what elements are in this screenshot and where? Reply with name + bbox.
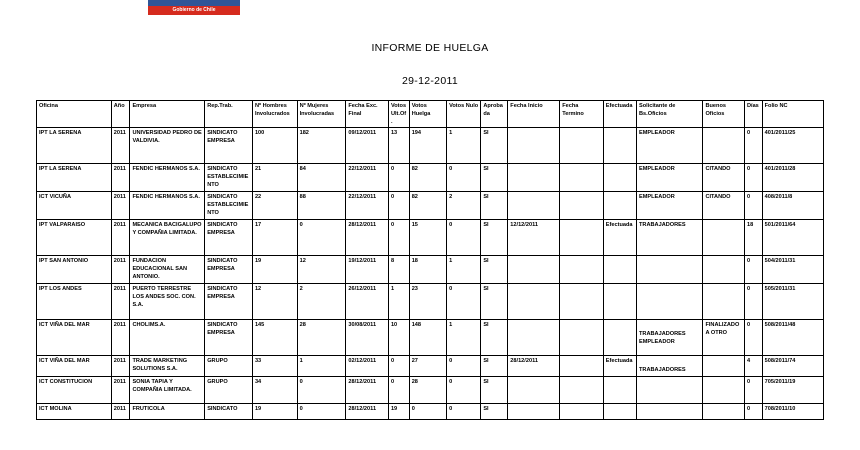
table-cell: 22 bbox=[252, 192, 297, 220]
table-row bbox=[37, 128, 824, 164]
table-cell: 0 bbox=[744, 256, 762, 284]
table-cell bbox=[508, 377, 560, 404]
table-cell bbox=[560, 356, 604, 377]
table-cell: EMPLEADOR bbox=[637, 128, 703, 164]
table-cell: 148 bbox=[409, 320, 446, 356]
table-cell: 23 bbox=[409, 284, 446, 320]
table-cell: 4 bbox=[744, 356, 762, 377]
table-cell: 0 bbox=[744, 164, 762, 192]
table-cell: TRABAJADORES EMPLEADOR bbox=[637, 320, 703, 356]
table-cell: 2 bbox=[447, 192, 481, 220]
table-cell: 2011 bbox=[111, 192, 130, 220]
table-cell: TRADE MARKETING SOLUTIONS S.A. bbox=[130, 356, 205, 377]
table-cell bbox=[560, 284, 604, 320]
table-cell: 0 bbox=[744, 284, 762, 320]
table-cell: 0 bbox=[744, 320, 762, 356]
column-header: Fecha Exc. Final bbox=[346, 101, 389, 128]
table-cell: SI bbox=[481, 284, 508, 320]
column-header: Folio NC bbox=[762, 101, 823, 128]
strike-report-table bbox=[36, 100, 824, 420]
table-cell bbox=[508, 128, 560, 164]
table-cell: 26/12/2011 bbox=[346, 284, 389, 320]
table-cell bbox=[508, 320, 560, 356]
table-cell: FENDIC HERMANOS S.A. bbox=[130, 192, 205, 220]
table-cell bbox=[508, 192, 560, 220]
table-cell: 0 bbox=[744, 404, 762, 420]
table-cell: 2011 bbox=[111, 404, 130, 420]
table-cell: 0 bbox=[447, 164, 481, 192]
table-row bbox=[37, 164, 824, 192]
table-cell: 10 bbox=[388, 320, 409, 356]
table-cell: 19/12/2011 bbox=[346, 256, 389, 284]
report-title: INFORME DE HUELGA bbox=[371, 42, 489, 54]
column-header: Fecha Inicio bbox=[508, 101, 560, 128]
table-row bbox=[37, 192, 824, 220]
table-cell: 0 bbox=[297, 404, 346, 420]
table-cell: 501/2011/64 bbox=[762, 220, 823, 256]
table-cell: IPT SAN ANTONIO bbox=[37, 256, 112, 284]
table-cell: 34 bbox=[252, 377, 297, 404]
column-header: Votos Ult.Of. bbox=[388, 101, 409, 128]
table-cell: ICT VIÑA DEL MAR bbox=[37, 320, 112, 356]
table-cell: 508/2011/48 bbox=[762, 320, 823, 356]
table-cell: 505/2011/31 bbox=[762, 284, 823, 320]
table-cell: IPT LOS ANDES bbox=[37, 284, 112, 320]
column-header: Buenos Oficios bbox=[703, 101, 745, 128]
table-cell: 1 bbox=[447, 128, 481, 164]
column-header: Rep.Trab. bbox=[205, 101, 253, 128]
table-cell: EMPLEADOR bbox=[637, 192, 703, 220]
table-cell: 12/12/2011 bbox=[508, 220, 560, 256]
column-header: Nº Mujeres Involucradas bbox=[297, 101, 346, 128]
table-cell bbox=[603, 284, 636, 320]
column-header: Año bbox=[111, 101, 130, 128]
table-cell: UNIVERSIDAD PEDRO DE VALDIVIA. bbox=[130, 128, 205, 164]
table-cell: MECANICA BACIGALUPO Y COMPAÑIA LIMITADA. bbox=[130, 220, 205, 256]
table-cell: 0 bbox=[388, 164, 409, 192]
table-cell: 82 bbox=[409, 192, 446, 220]
table-cell: 30/08/2011 bbox=[346, 320, 389, 356]
table-cell: 27 bbox=[409, 356, 446, 377]
column-header: Votos Huelga bbox=[409, 101, 446, 128]
table-cell: 2 bbox=[297, 284, 346, 320]
table-cell: 0 bbox=[447, 284, 481, 320]
table-cell bbox=[637, 404, 703, 420]
table-cell: CITANDO bbox=[703, 164, 745, 192]
table-cell: Efectuada bbox=[603, 220, 636, 256]
table-cell: SINDICATO EMPRESA bbox=[205, 220, 253, 256]
table-cell: 21 bbox=[252, 164, 297, 192]
table-cell: 2011 bbox=[111, 377, 130, 404]
table-cell: ICT MOLINA bbox=[37, 404, 112, 420]
table-cell: 1 bbox=[388, 284, 409, 320]
table-cell bbox=[560, 404, 604, 420]
column-header: Oficina bbox=[37, 101, 112, 128]
table-cell bbox=[603, 377, 636, 404]
table-cell bbox=[603, 404, 636, 420]
table-cell: IPT LA SERENA bbox=[37, 164, 112, 192]
table-cell: 0 bbox=[388, 356, 409, 377]
table-cell: 504/2011/31 bbox=[762, 256, 823, 284]
table-cell: 708/2011/10 bbox=[762, 404, 823, 420]
table-row bbox=[37, 220, 824, 256]
table-cell: IPT LA SERENA bbox=[37, 128, 112, 164]
table-cell: 1 bbox=[447, 320, 481, 356]
table-cell: 2011 bbox=[111, 284, 130, 320]
table-cell: PUERTO TERRESTRE LOS ANDES SOC. CON. S.A. bbox=[130, 284, 205, 320]
table-row bbox=[37, 256, 824, 284]
table-cell bbox=[603, 256, 636, 284]
table-cell: 0 bbox=[447, 220, 481, 256]
table-cell: 0 bbox=[744, 192, 762, 220]
table-cell: 401/2011/25 bbox=[762, 128, 823, 164]
table-cell bbox=[637, 284, 703, 320]
table-cell bbox=[703, 404, 745, 420]
table-cell: SINDICATO ESTABLECIMIENTO bbox=[205, 192, 253, 220]
table-cell bbox=[703, 284, 745, 320]
table-cell: SINDICATO EMPRESA bbox=[205, 128, 253, 164]
table-cell: 2011 bbox=[111, 128, 130, 164]
table-cell: 408/2011/8 bbox=[762, 192, 823, 220]
table-cell: 100 bbox=[252, 128, 297, 164]
table-cell bbox=[703, 220, 745, 256]
table-cell bbox=[560, 164, 604, 192]
table-cell: 33 bbox=[252, 356, 297, 377]
table-cell: 13 bbox=[388, 128, 409, 164]
table-cell: FUNDACION EDUCACIONAL SAN ANTONIO. bbox=[130, 256, 205, 284]
table-cell: 28/12/2011 bbox=[346, 404, 389, 420]
table-cell: 8 bbox=[388, 256, 409, 284]
table-cell bbox=[560, 320, 604, 356]
table-cell bbox=[703, 377, 745, 404]
table-cell: CITANDO bbox=[703, 192, 745, 220]
table-cell bbox=[560, 256, 604, 284]
table-cell: 84 bbox=[297, 164, 346, 192]
column-header: Solicitante de Bs.Oficios bbox=[637, 101, 703, 128]
table-cell: 28/12/2011 bbox=[508, 356, 560, 377]
table-cell: TRABAJADORES bbox=[637, 356, 703, 377]
table-cell: 28/12/2011 bbox=[346, 377, 389, 404]
table-cell: 15 bbox=[409, 220, 446, 256]
table-cell: 19 bbox=[252, 256, 297, 284]
table-cell: FENDIC HERMANOS S.A. bbox=[130, 164, 205, 192]
table-cell bbox=[508, 164, 560, 192]
table-cell: ICT CONSTITUCION bbox=[37, 377, 112, 404]
table-cell: 182 bbox=[297, 128, 346, 164]
table-cell bbox=[560, 192, 604, 220]
table-cell: 0 bbox=[388, 192, 409, 220]
table-cell: 88 bbox=[297, 192, 346, 220]
table-row bbox=[37, 356, 824, 377]
table-cell: SI bbox=[481, 404, 508, 420]
table-cell: Efectuada bbox=[603, 356, 636, 377]
table-cell: ICT VICUÑA bbox=[37, 192, 112, 220]
table-cell bbox=[508, 256, 560, 284]
table-cell: 19 bbox=[252, 404, 297, 420]
table-cell bbox=[603, 320, 636, 356]
table-cell: GRUPO bbox=[205, 356, 253, 377]
table-cell: 22/12/2011 bbox=[346, 192, 389, 220]
column-header: Días bbox=[744, 101, 762, 128]
table-cell: 28 bbox=[409, 377, 446, 404]
column-header: Votos Nulo bbox=[447, 101, 481, 128]
table-cell: SI bbox=[481, 377, 508, 404]
table-cell: 2011 bbox=[111, 164, 130, 192]
table-cell: SI bbox=[481, 256, 508, 284]
table-cell: SI bbox=[481, 220, 508, 256]
table-cell: 82 bbox=[409, 164, 446, 192]
table-cell: 0 bbox=[297, 220, 346, 256]
table-cell: 2011 bbox=[111, 220, 130, 256]
table-cell: TRABAJADORES bbox=[637, 220, 703, 256]
table-cell: 12 bbox=[297, 256, 346, 284]
table-cell: GRUPO bbox=[205, 377, 253, 404]
table-cell: 18 bbox=[744, 220, 762, 256]
table-cell: 19 bbox=[388, 404, 409, 420]
table-cell bbox=[637, 256, 703, 284]
table-cell bbox=[603, 164, 636, 192]
table-cell bbox=[508, 284, 560, 320]
table-cell bbox=[508, 404, 560, 420]
table-cell: 0 bbox=[447, 377, 481, 404]
table-body bbox=[37, 128, 824, 420]
table-cell: SINDICATO ESTABLECIMIENTO bbox=[205, 164, 253, 192]
table-cell: 0 bbox=[744, 377, 762, 404]
table-cell: 1 bbox=[297, 356, 346, 377]
table-cell: 28/12/2011 bbox=[346, 220, 389, 256]
table-cell bbox=[703, 256, 745, 284]
table-cell bbox=[560, 128, 604, 164]
table-row bbox=[37, 284, 824, 320]
table-cell: 12 bbox=[252, 284, 297, 320]
table-cell: 0 bbox=[297, 377, 346, 404]
table-cell: 508/2011/74 bbox=[762, 356, 823, 377]
column-header: Fecha Termino bbox=[560, 101, 604, 128]
column-header: Nº Hombres Involucrados bbox=[252, 101, 297, 128]
table-cell bbox=[603, 128, 636, 164]
table-cell: 705/2011/19 bbox=[762, 377, 823, 404]
table-cell: 0 bbox=[388, 377, 409, 404]
column-header: Efectuada bbox=[603, 101, 636, 128]
table-cell: SINDICATO EMPRESA bbox=[205, 256, 253, 284]
table-cell: 0 bbox=[447, 404, 481, 420]
column-header: Aprobada bbox=[481, 101, 508, 128]
table-cell: SINDICATO EMPRESA bbox=[205, 320, 253, 356]
table-cell: SI bbox=[481, 192, 508, 220]
table-cell: SI bbox=[481, 356, 508, 377]
table-cell: ICT VIÑA DEL MAR bbox=[37, 356, 112, 377]
table-cell: SI bbox=[481, 320, 508, 356]
table-cell: 17 bbox=[252, 220, 297, 256]
table-cell: SI bbox=[481, 164, 508, 192]
table-cell: 02/12/2011 bbox=[346, 356, 389, 377]
table-cell: EMPLEADOR bbox=[637, 164, 703, 192]
table-cell: 18 bbox=[409, 256, 446, 284]
table-row bbox=[37, 320, 824, 356]
report-date: 29-12-2011 bbox=[402, 75, 458, 87]
table-cell: 22/12/2011 bbox=[346, 164, 389, 192]
table-cell bbox=[703, 356, 745, 377]
table-cell: 09/12/2011 bbox=[346, 128, 389, 164]
table-cell bbox=[637, 377, 703, 404]
table-cell: 0 bbox=[744, 128, 762, 164]
table-cell bbox=[603, 192, 636, 220]
table-cell: CHOLIMS.A. bbox=[130, 320, 205, 356]
table-cell: 0 bbox=[388, 220, 409, 256]
table-cell: SI bbox=[481, 128, 508, 164]
table-cell: SINDICATO EMPRESA bbox=[205, 284, 253, 320]
table-cell: 145 bbox=[252, 320, 297, 356]
table-cell: FINALIZADO A OTRO bbox=[703, 320, 745, 356]
table-cell: 0 bbox=[409, 404, 446, 420]
table-cell: 2011 bbox=[111, 320, 130, 356]
table-cell bbox=[560, 220, 604, 256]
table-cell: 28 bbox=[297, 320, 346, 356]
table-cell: 2011 bbox=[111, 256, 130, 284]
table-cell: SINDICATO bbox=[205, 404, 253, 420]
table-cell bbox=[560, 377, 604, 404]
column-header: Empresa bbox=[130, 101, 205, 128]
logo-label: Gobierno de Chile bbox=[148, 6, 240, 15]
table-row bbox=[37, 377, 824, 404]
table-header-row bbox=[37, 101, 824, 128]
government-logo bbox=[148, 0, 240, 15]
table-cell bbox=[703, 128, 745, 164]
table-row bbox=[37, 404, 824, 420]
table-cell: 0 bbox=[447, 356, 481, 377]
table-cell: 194 bbox=[409, 128, 446, 164]
table-cell: 1 bbox=[447, 256, 481, 284]
table-cell: FRUTICOLA bbox=[130, 404, 205, 420]
table-cell: 2011 bbox=[111, 356, 130, 377]
table-cell: SONIA TAPIA Y COMPAÑIA LIMITADA. bbox=[130, 377, 205, 404]
table-cell: IPT VALPARAISO bbox=[37, 220, 112, 256]
table-cell: 401/2011/28 bbox=[762, 164, 823, 192]
